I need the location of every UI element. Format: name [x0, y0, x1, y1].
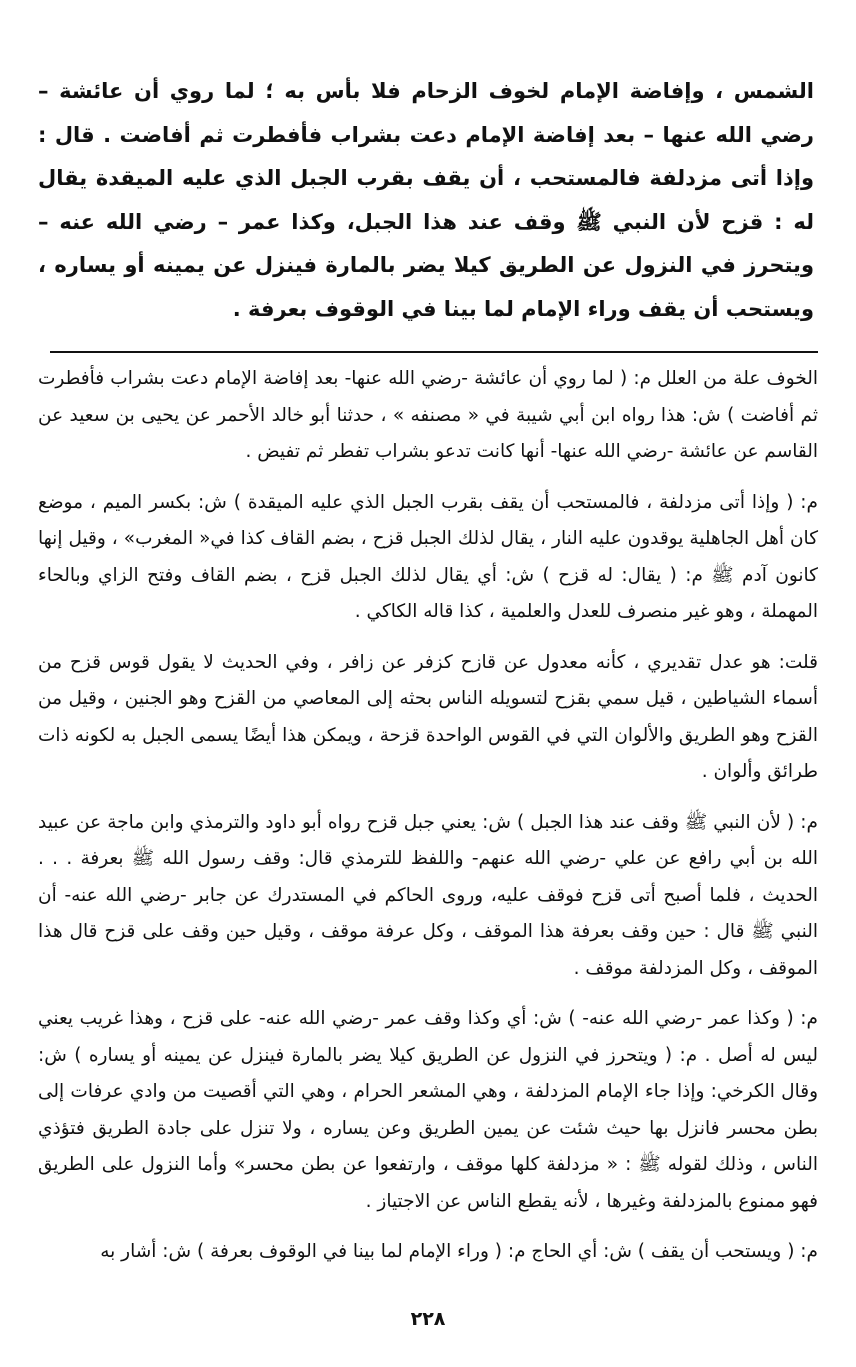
- commentary-paragraph-5: م: ( وكذا عمر -رضي الله عنه- ) ش: أي وكذا وقف عمر -رضي الله عنه- على قزح ، وهذا غريب يعني ليس له أصل . م: ( ويتحرز في النزول عن الطريق كيلا يضر بالمارة فينزل عن يمينه أو يساره ) ش: وقال الكرخي: وإذا جاء الإمام المزدلفة ، وهي المشعر الحرام ، وهي التي أقصيت من وادي عرفات إلى بطن محسر فانزل بها حيث شئت عن يمين الطريق وعن يساره ، ولا تنزل على جادة الطريق فتؤذي الناس ، وذلك لقوله ﷺ : « مزدلفة كلها موقف ، وارتفعوا عن بطن محسر» وأما النزول على الطريق فهو ممنوع بالمزدلفة وغيرها ، لأنه يقطع الناس عن الاجتياز .: [38, 1008, 818, 1212]
- commentary-paragraph-1: الخوف علة من العلل م: ( لما روي أن عائشة -رضي الله عنها- بعد إفاضة الإمام دعت بشراب فأفطرت ثم أفاضت ) ش: هذا رواه ابن أبي شيبة في « مصنفه » ، حدثنا أبو خالد الأحمر عن يحيى بن سعيد عن القاسم عن عائشة -رضي الله عنها- أنها كانت تدعو بشراب تفطر ثم تفيض .: [38, 368, 818, 462]
- commentary-paragraph-3: قلت: هو عدل تقديري ، كأنه معدول عن قازح كزفر عن زافر ، وفي الحديث لا يقول قوس قزح من أسماء الشياطين ، قيل سمي بقزح لتسويله الناس بحثه إلى المعاصي من القزح وهو الجنين ، وقيل من القزح وهو الطريق والألوان التي في القوس الواحدة قزحة ، ويمكن هذا أيضًا يسمى الجبل به لكونه ذات طرائق وألوان .: [38, 651, 818, 782]
- separator-line: [50, 351, 818, 353]
- commentary-paragraph-2: م: ( وإذا أتى مزدلفة ، فالمستحب أن يقف بقرب الجبل الذي عليه الميقدة ) ش: بكسر الميم ، موضع كان أهل الجاهلية يوقدون عليه النار ، يقال لذلك الجبل قزح ، بضم القاف كذا في« المغرب» ، وقيل إنها كانون آدم ﷺ م: ( يقال: له قزح ) ش: أي يقال لذلك الجبل قزح ، بضم القاف وفتح الزاي وبالحاء المهملة ، وهو غير منصرف للعدل والعلمية ، كذا قاله الكاكي .: [38, 491, 818, 622]
- commentary-paragraph-6: م: ( ويستحب أن يقف ) ش: أي الحاج م: ( وراء الإمام لما بينا في الوقوف بعرفة ) ش: أشار به: [100, 1241, 818, 1262]
- main-text: الشمس ، وإفاضة الإمام لخوف الزحام فلا بأس به ؛ لما روي أن عائشة – رضي الله عنها – بعد إفاضة الإمام دعت بشراب فأفطرت ثم أفاضت . قال : وإذا أتى مزدلفة فالمستحب ، أن يقف بقرب الجبل الذي عليه الميقدة يقال له : قزح لأن النبي ﷺ وقف عند هذا الجبل، وكذا عمر – رضي الله عنه – ويتحرز في النزول عن الطريق كيلا يضر بالمارة فينزل عن يمينه أو يساره ، ويستحب أن يقف وراء الإمام لما بينا في الوقوف بعرفة .: [38, 79, 814, 321]
- commentary-paragraph-4: م: ( لأن النبي ﷺ وقف عند هذا الجبل ) ش: يعني جبل قزح رواه أبو داود والترمذي وابن ماجة عن عبيد الله بن أبي رافع عن علي -رضي الله عنهم- واللفظ للترمذي قال: وقف رسول الله ﷺ بعرفة . . . الحديث ، فلما أصبح أتى قزح فوقف عليه، وروى الحاكم في المستدرك عن جابر -رضي الله عنه- أن النبي ﷺ قال : حين وقف بعرفة هذا الموقف ، وكل عرفة موقف ، وقيل حين وقف على قزح قال هذا الموقف ، وكل المزدلفة موقف .: [38, 811, 818, 979]
- commentary: [38, 361, 818, 1271]
- page-number: ٢٢٨: [410, 1308, 446, 1330]
